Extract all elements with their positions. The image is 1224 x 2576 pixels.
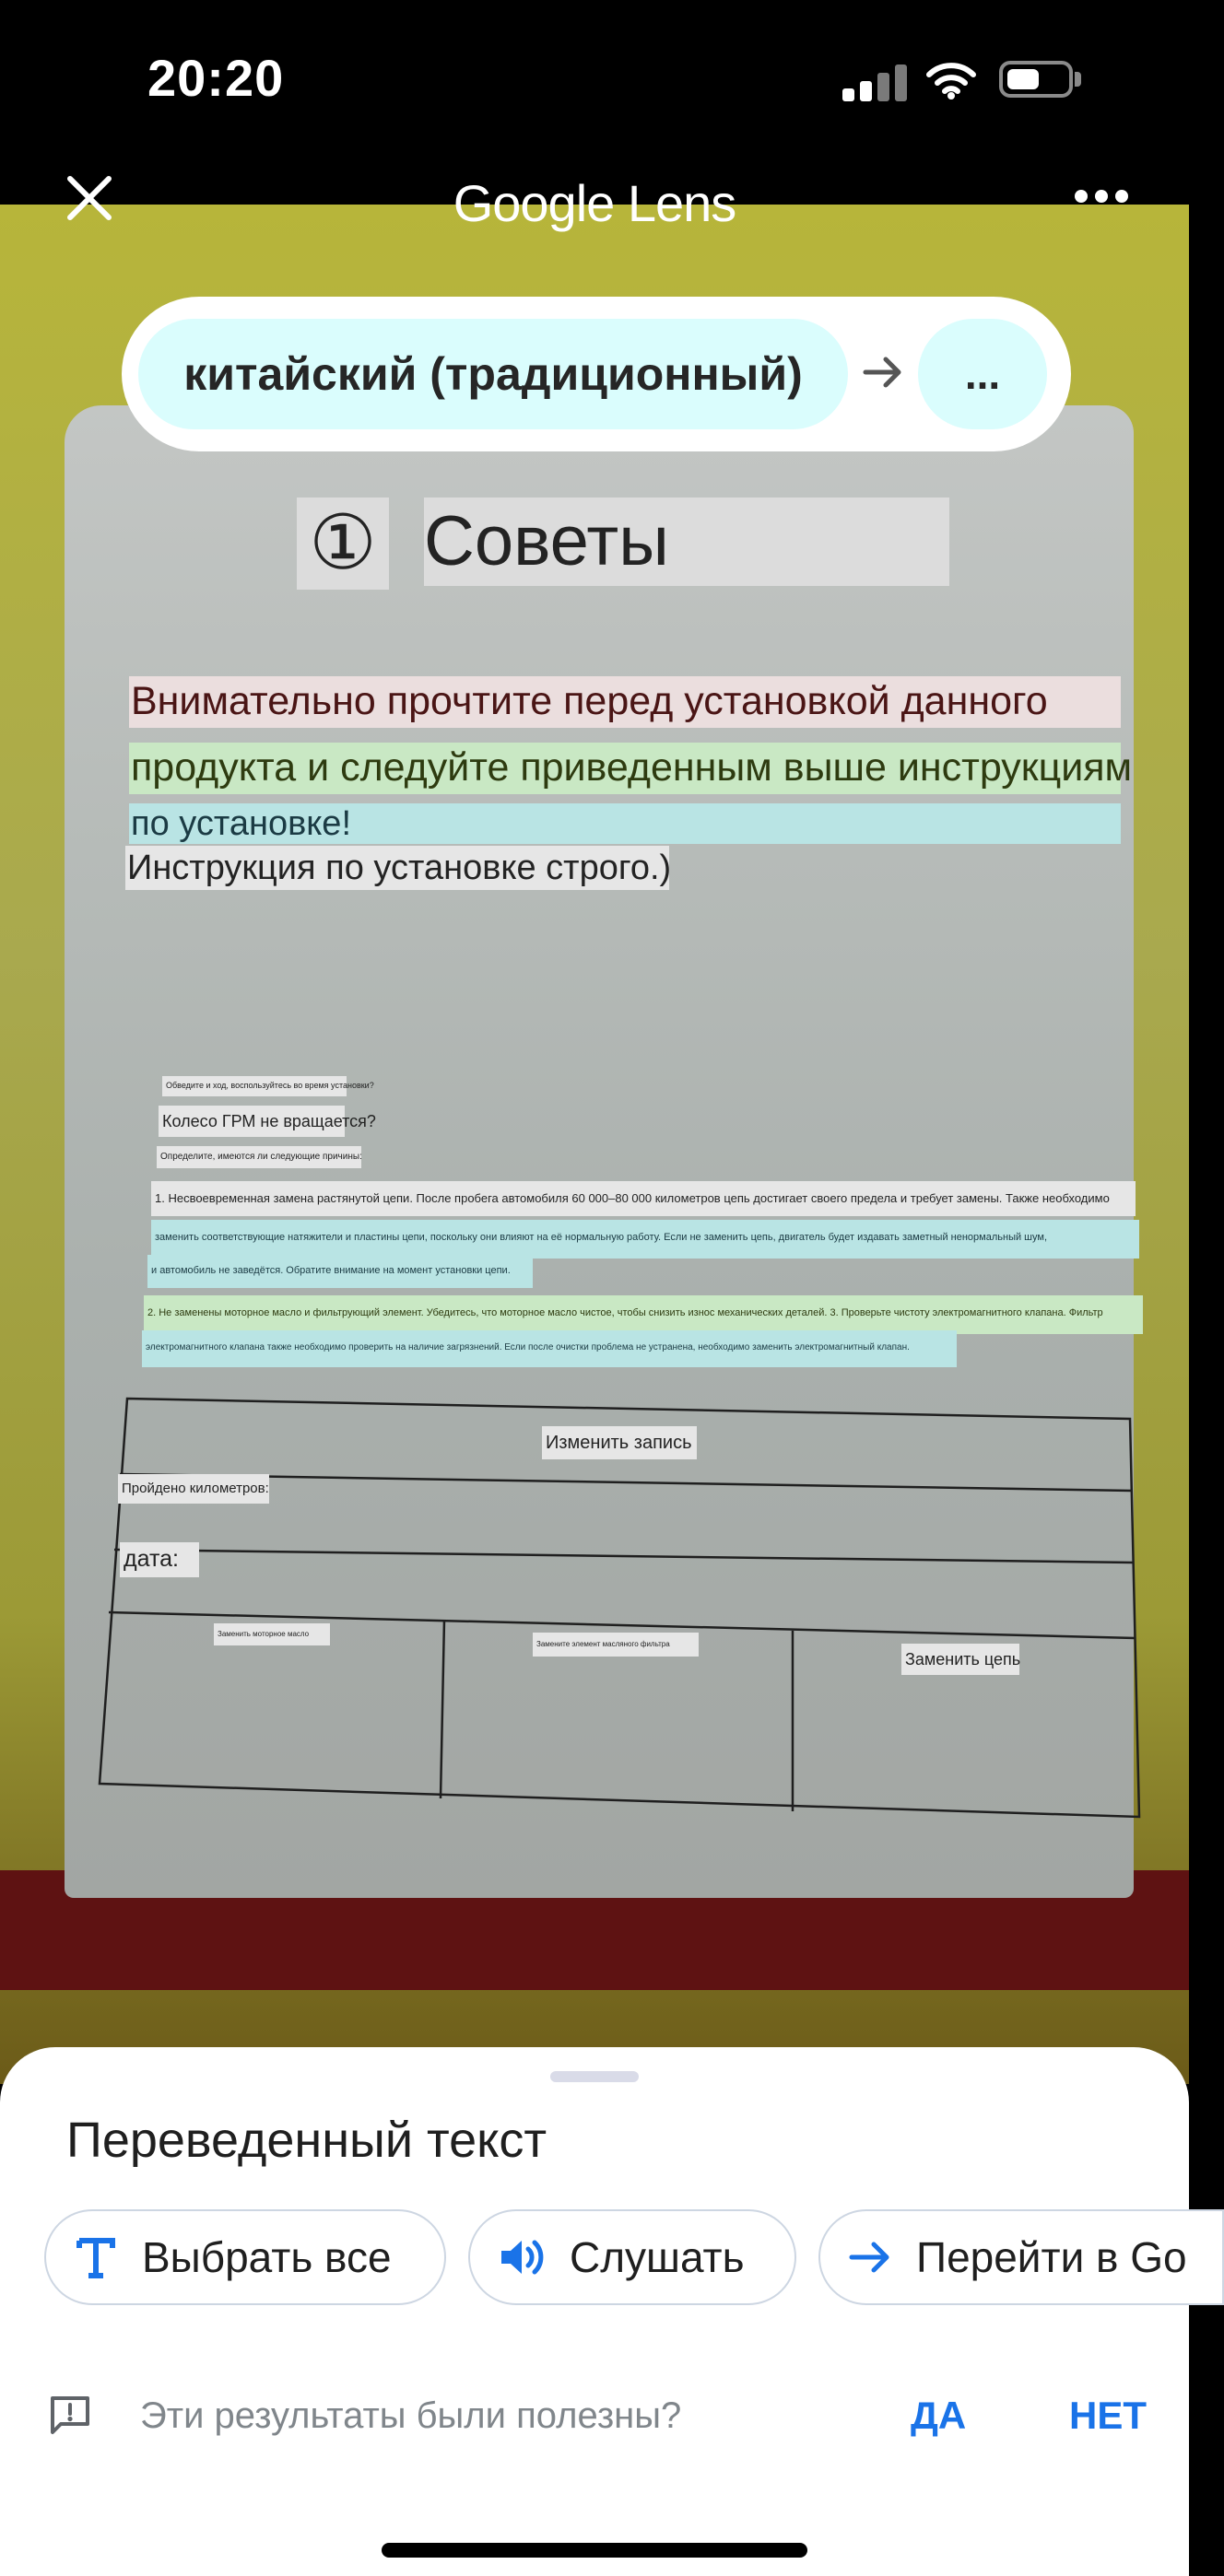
overlay-question[interactable]: Колесо ГРМ не вращается? [159,1106,345,1137]
table-header[interactable]: Изменить запись [542,1426,697,1459]
table-cell[interactable]: Заменить моторное масло [214,1623,330,1645]
select-all-label: Выбрать все [142,2233,392,2281]
overlay-paragraph[interactable]: электромагнитного клапана также необходимо проверить на наличие загрязнений. Если после очистки проблема не устранена, необходимо заменить электромагнитный клапан. [142,1330,957,1367]
speaker-icon [498,2235,546,2279]
overlay-paragraph[interactable]: и автомобиль не заведётся. Обратите внимание на момент установки цепи. [147,1255,533,1288]
listen-label: Слушать [570,2233,745,2281]
overlay-line[interactable]: по установке! [129,803,1121,844]
listen-button[interactable] [468,2209,796,2305]
cellular-signal-icon [842,63,907,101]
feedback-icon [48,2394,92,2438]
battery-icon [999,61,1073,98]
status-time: 20:20 [147,49,285,107]
source-language-button[interactable]: китайский (традиционный) [138,319,848,429]
battery-cap [1075,72,1081,87]
overlay-paragraph[interactable]: 1. Несвоевременная замена растянутой цепи. После пробега автомобиля 60 000–80 000 километров цепь достигает своего предела и требует замены. Также необходимо [151,1181,1136,1216]
sheet-title: Переведенный текст [66,2113,547,2168]
wifi-icon [925,61,977,100]
overlay-question[interactable]: Обведите и ход, воспользуйтесь во время установки? [162,1076,347,1096]
overlay-line[interactable]: Внимательно прочтите перед установкой данного [129,676,1121,728]
sheet-grabber[interactable] [550,2071,639,2082]
app-title: Google Lens [453,174,736,232]
target-language-button[interactable]: ... [918,319,1047,429]
table-label-mileage[interactable]: Пройдено километров: [118,1474,269,1504]
home-indicator[interactable] [382,2543,807,2558]
arrow-right-icon [862,354,904,391]
table-cell[interactable]: Заменить цепь [901,1644,1019,1675]
overlay-line[interactable]: продукта и следуйте приведенным выше инструкциям [129,743,1121,794]
overlay-title[interactable]: Советы [424,498,949,586]
overlay-paragraph[interactable]: заменить соответствующие натяжители и пластины цепи, поскольку они влияют на её нормальную работу. Если не заменить цепь, двигатель будет издавать заметный ненормальный шум, [151,1220,1139,1259]
more-horizontal-icon[interactable] [1069,181,1134,214]
open-in-google-button[interactable] [818,2209,1224,2305]
overlay-question[interactable]: Определите, имеются ли следующие причины: [157,1146,361,1168]
table-label-date[interactable]: дата: [120,1542,199,1577]
arrow-right-icon [848,2237,892,2277]
overlay-paragraph[interactable]: 2. Не заменены моторное масло и фильтрующий элемент. Убедитесь, что моторное масло чистое, чтобы снизить износ механических деталей. 3. Проверьте чистоту электромагнитного клапана. Фильтр [144,1295,1143,1334]
table-cell[interactable]: Замените элемент масляного фильтра [533,1633,699,1657]
feedback-yes-button[interactable]: ДА [911,2394,967,2437]
text-select-icon [74,2235,118,2279]
feedback-question: Эти результаты были полезны? [140,2395,682,2436]
step-number[interactable]: ① [297,498,389,590]
overlay-line[interactable]: Инструкция по установке строго.) [125,846,669,890]
select-all-button[interactable] [44,2209,446,2305]
open-in-google-label: Перейти в Go [916,2233,1187,2281]
feedback-no-button[interactable]: НЕТ [1069,2394,1147,2437]
